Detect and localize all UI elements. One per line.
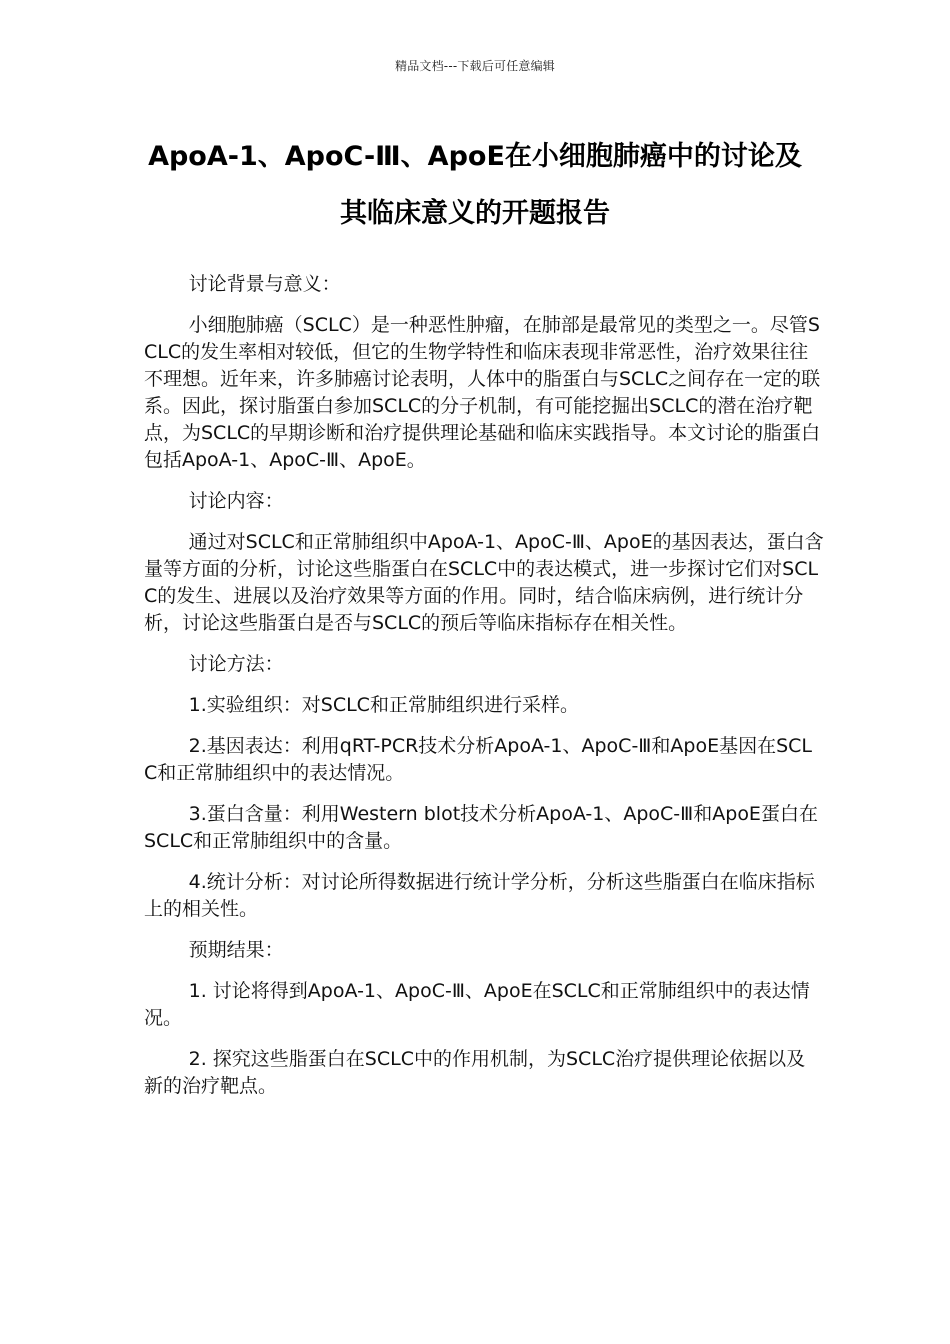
paragraph-background: 小细胞肺癌（SCLC）是一种恶性肿瘤，在肺部是最常见的类型之一。尽管SCLC的发生率相对较低，但它的生物学特性和临床表现非常恶性，治疗效果往往不理想。近年来，许多肺癌讨论表明，人体中的脂蛋白与SCLC之间存在一定的联系。因此，探讨脂蛋白参加SCLC的分子机制，有可能挖掘出SCLC的潜在治疗靶点，为SCLC的早期诊断和治疗提供理论基础和临床实践指导。本文讨论的脂蛋白包括ApoA-1、ApoC-Ⅲ、ApoE。 (144, 314, 821, 471)
section-heading-background: 讨论背景与意义： (188, 273, 341, 295)
method-item-4: 4.统计分析：对讨论所得数据进行统计学分析，分析这些脂蛋白在临床指标上的相关性。 (144, 871, 815, 920)
section-heading-content: 讨论内容： (188, 490, 284, 512)
document-title (120, 128, 830, 242)
method-item-1: 1.实验组织：对SCLC和正常肺组织进行采样。 (188, 694, 579, 716)
section-heading-results: 预期结果： (188, 939, 284, 961)
result-item-1: 1. 讨论将得到ApoA-1、ApoC-Ⅲ、ApoE在SCLC和正常肺组织中的表达情况。 (144, 980, 810, 1029)
title-line-2: 其临床意义的开题报告 (340, 198, 610, 229)
header-note: 精品文档---下载后可任意编辑 (395, 59, 555, 73)
paragraph-content: 通过对SCLC和正常肺组织中ApoA-1、ApoC-Ⅲ、ApoE的基因表达，蛋白含量等方面的分析，讨论这些脂蛋白在SCLC中的表达模式，进一步探讨它们对SCLC的发生、进展以及治疗效果等方面的作用。同时，结合临床病例，进行统计分析，讨论这些脂蛋白是否与SCLC的预后等临床指标存在相关性。 (144, 531, 824, 634)
result-item-2: 2. 探究这些脂蛋白在SCLC中的作用机制，为SCLC治疗提供理论依据以及新的治疗靶点。 (144, 1048, 806, 1097)
title-line-1: ApoA-1、ApoC-Ⅲ、ApoE在小细胞肺癌中的讨论及 (148, 141, 802, 172)
document-body (144, 271, 824, 1114)
method-item-3: 3.蛋白含量：利用Western blot技术分析ApoA-1、ApoC-Ⅲ和ApoE蛋白在SCLC和正常肺组织中的含量。 (144, 803, 818, 852)
section-heading-methods: 讨论方法： (188, 653, 284, 675)
method-item-2: 2.基因表达：利用qRT-PCR技术分析ApoA-1、ApoC-Ⅲ和ApoE基因在SCLC和正常肺组织中的表达情况。 (144, 735, 813, 784)
